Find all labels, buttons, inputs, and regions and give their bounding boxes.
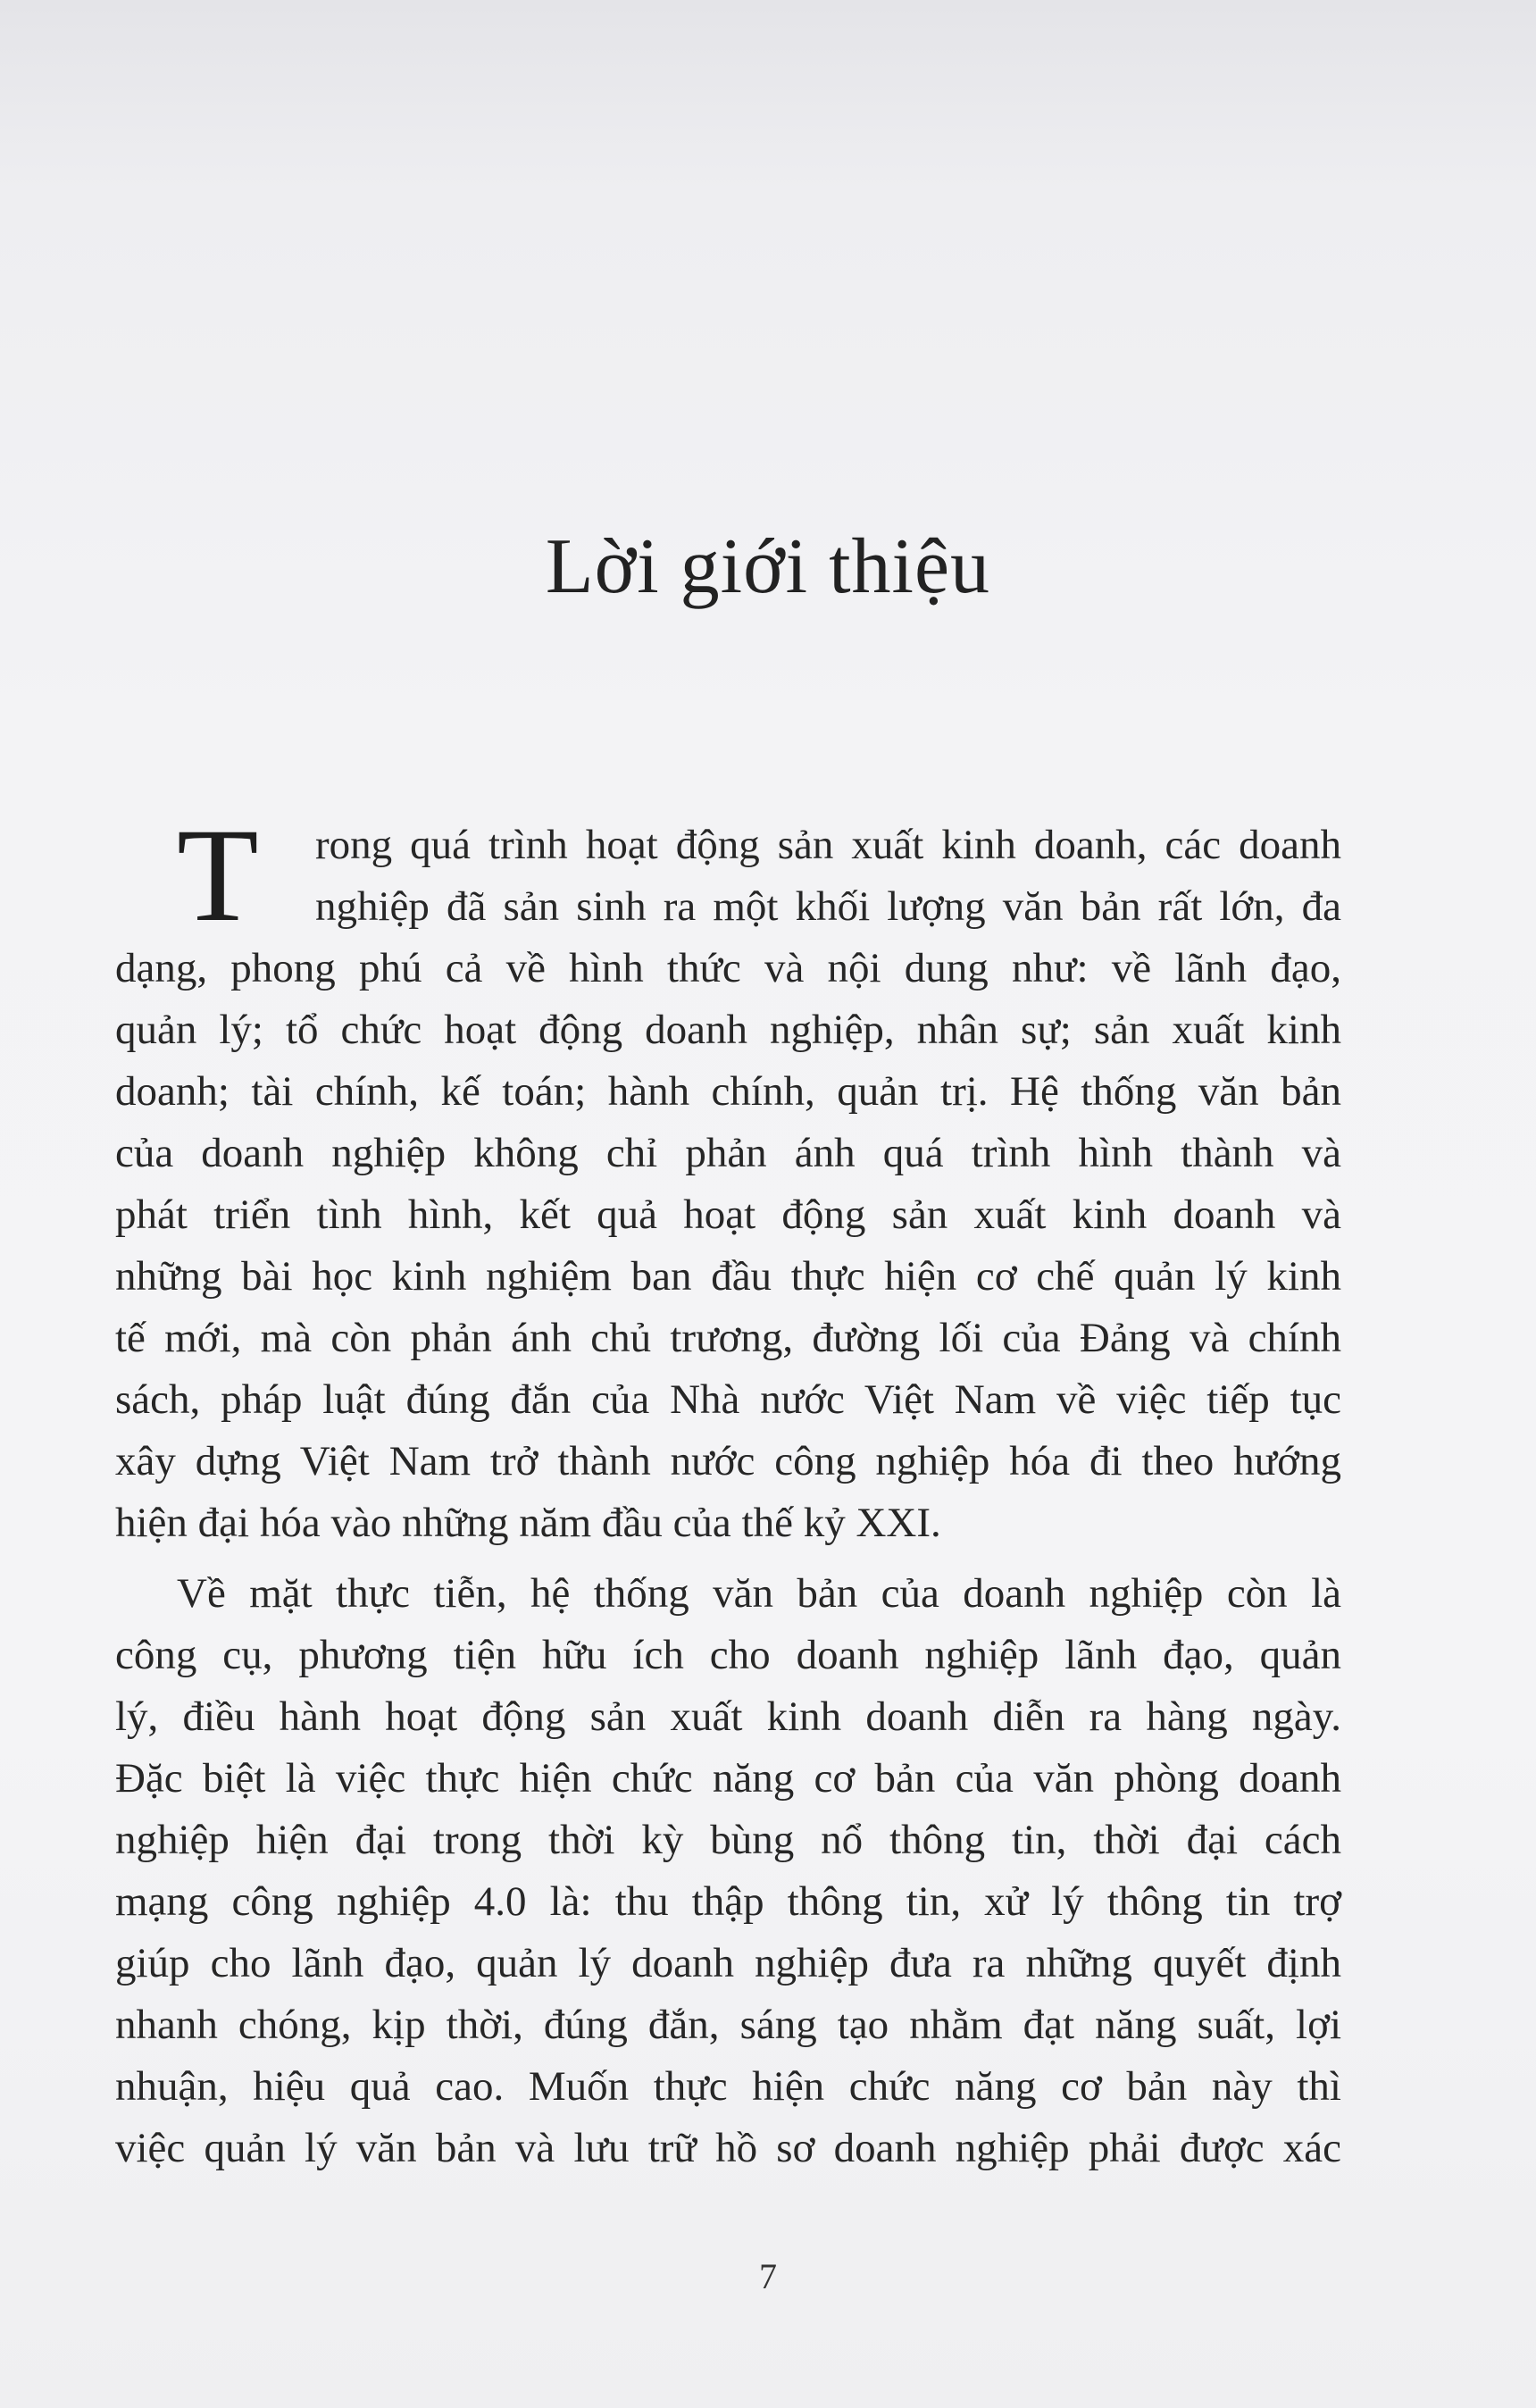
drop-cap: T	[177, 801, 259, 949]
text-line: nghiệp đã sản sinh ra một khối lượng văn bản rất lớn, đa	[315, 883, 1341, 930]
text-line: công cụ, phương tiện hữu ích cho doanh nghiệp lãnh đạo, quản	[115, 1632, 1341, 1678]
text-line: của doanh nghiệp không chỉ phản ánh quá trình hình thành và	[115, 1130, 1341, 1176]
text-line: hiện đại hóa vào những năm đầu của thế kỷ XXI.	[115, 1500, 941, 1546]
text-line: sách, pháp luật đúng đắn của Nhà nước Việt Nam về việc tiếp tục	[115, 1376, 1341, 1423]
text-line: nhanh chóng, kịp thời, đúng đắn, sáng tạo nhằm đạt năng suất, lợi	[115, 2002, 1341, 2048]
text-line: Về mặt thực tiễn, hệ thống văn bản của doanh nghiệp còn là	[177, 1570, 1341, 1617]
text-line: dạng, phong phú cả về hình thức và nội dung như: về lãnh đạo,	[115, 945, 1341, 991]
text-line: nghiệp hiện đại trong thời kỳ bùng nổ thông tin, thời đại cách	[115, 1817, 1341, 1863]
text-line: doanh; tài chính, kế toán; hành chính, quản trị. Hệ thống văn bản	[115, 1068, 1341, 1115]
paragraph-2	[115, 1563, 1341, 2179]
text-line: nhuận, hiệu quả cao. Muốn thực hiện chức năng cơ bản này thì	[115, 2063, 1341, 2110]
page-title: Lời giới thiệu	[545, 523, 991, 610]
body-text	[115, 801, 1341, 2179]
text-line: xây dựng Việt Nam trở thành nước công nghiệp hóa đi theo hướng	[115, 1438, 1341, 1484]
text-line: quản lý; tổ chức hoạt động doanh nghiệp, nhân sự; sản xuất kinh	[115, 1007, 1341, 1053]
paragraph-1	[115, 801, 1341, 1554]
text-line: mạng công nghiệp 4.0 là: thu thập thông tin, xử lý thông tin trợ	[115, 1878, 1341, 1925]
text-line: rong quá trình hoạt động sản xuất kinh doanh, các doanh	[315, 822, 1341, 868]
text-line: những bài học kinh nghiệm ban đầu thực hiện cơ chế quản lý kinh	[115, 1253, 1341, 1300]
text-line: tế mới, mà còn phản ánh chủ trương, đường lối của Đảng và chính	[115, 1315, 1341, 1361]
text-line: phát triển tình hình, kết quả hoạt động sản xuất kinh doanh và	[115, 1191, 1341, 1238]
text-line: giúp cho lãnh đạo, quản lý doanh nghiệp đưa ra những quyết định	[115, 1940, 1341, 1986]
text-line: Đặc biệt là việc thực hiện chức năng cơ bản của văn phòng doanh	[115, 1755, 1341, 1802]
text-line: lý, điều hành hoạt động sản xuất kinh doanh diễn ra hàng ngày.	[115, 1693, 1341, 1740]
page-number: 7	[759, 2256, 777, 2296]
text-line: việc quản lý văn bản và lưu trữ hồ sơ doanh nghiệp phải được xác	[115, 2125, 1341, 2171]
